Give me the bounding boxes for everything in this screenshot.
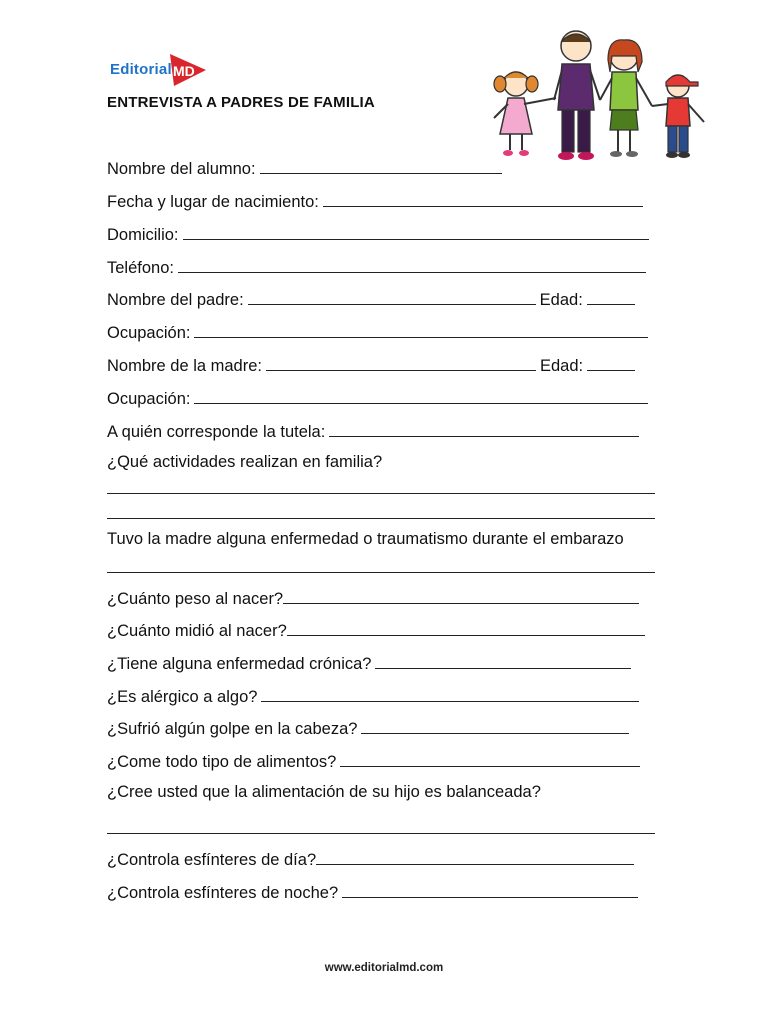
logo-mark-icon — [166, 48, 210, 88]
form-row-madre — [107, 354, 635, 376]
form-row-embarazo — [107, 530, 624, 552]
label-edad-padre: Edad: — [539, 291, 583, 309]
page-title: ENTREVISTA A PADRES DE FAMILIA — [107, 94, 375, 111]
input-esfinteres-dia[interactable] — [316, 848, 634, 865]
form-row-balanceada — [107, 783, 541, 805]
label-esfinteres-noche: ¿Controla esfínteres de noche? — [107, 884, 339, 902]
label-actividades: ¿Qué actividades realizan en familia? — [107, 453, 383, 471]
form-row-ocupacion-madre — [107, 387, 648, 409]
form-row-fecha — [107, 190, 643, 212]
input-edad-padre[interactable] — [587, 288, 635, 305]
form-row-padre — [107, 288, 635, 310]
input-edad-madre[interactable] — [587, 354, 635, 371]
father-figure-icon — [554, 31, 600, 160]
input-actividades-line-2[interactable] — [107, 517, 655, 519]
logo-text: Editorial — [110, 61, 172, 78]
label-domicilio: Domicilio: — [107, 226, 179, 244]
label-tutela: A quién corresponde la tutela: — [107, 423, 326, 441]
form-row-esfinteres-noche — [107, 881, 638, 903]
form-row-telefono — [107, 256, 646, 278]
form-row-ocupacion-padre — [107, 321, 648, 343]
label-madre: Nombre de la madre: — [107, 357, 262, 375]
boy-figure-icon — [652, 75, 704, 158]
label-alimentos: ¿Come todo tipo de alimentos? — [107, 753, 337, 771]
input-golpe[interactable] — [361, 717, 629, 734]
input-telefono[interactable] — [178, 256, 646, 273]
form-row-alimentos — [107, 750, 640, 772]
logo-mark-text: MD — [173, 63, 195, 79]
label-golpe: ¿Sufrió algún golpe en la cabeza? — [107, 720, 358, 738]
label-alergico: ¿Es alérgico a algo? — [107, 688, 258, 706]
input-domicilio[interactable] — [183, 223, 649, 240]
form-row-esfinteres-dia — [107, 848, 634, 870]
input-fecha[interactable] — [323, 190, 643, 207]
input-tutela[interactable] — [329, 420, 639, 437]
form-row-alergico — [107, 685, 639, 707]
label-ocupacion-madre: Ocupación: — [107, 390, 191, 408]
label-peso: ¿Cuánto peso al nacer? — [107, 590, 284, 608]
label-padre: Nombre del padre: — [107, 291, 244, 309]
label-esfinteres-dia: ¿Controla esfínteres de día? — [107, 851, 317, 869]
form-row-golpe — [107, 717, 629, 739]
family-holding-hands-illustration — [486, 26, 712, 166]
label-balanceada: ¿Cree usted que la alimentación de su hijo es balanceada? — [107, 783, 541, 801]
label-cronica: ¿Tiene alguna enfermedad crónica? — [107, 655, 372, 673]
input-ocupacion-padre[interactable] — [194, 321, 648, 338]
input-esfinteres-noche[interactable] — [342, 881, 638, 898]
input-balanceada-line[interactable] — [107, 832, 655, 834]
label-edad-madre: Edad: — [540, 357, 584, 375]
input-alumno[interactable] — [260, 157, 502, 174]
editorial-md-logo — [110, 48, 220, 88]
label-fecha: Fecha y lugar de nacimiento: — [107, 193, 319, 211]
label-ocupacion-padre: Ocupación: — [107, 324, 191, 342]
input-cronica[interactable] — [375, 652, 631, 669]
form-row-midio — [107, 619, 645, 641]
mother-figure-icon — [600, 40, 652, 157]
label-midio: ¿Cuánto midió al nacer? — [107, 622, 287, 640]
form-row-actividades — [107, 453, 382, 475]
input-actividades-line-1[interactable] — [107, 492, 655, 494]
input-ocupacion-madre[interactable] — [194, 387, 648, 404]
input-embarazo-line[interactable] — [107, 571, 655, 573]
girl-figure-icon — [494, 72, 556, 156]
input-madre[interactable] — [266, 354, 536, 371]
label-telefono: Teléfono: — [107, 259, 174, 277]
label-alumno: Nombre del alumno: — [107, 160, 256, 178]
footer-website: www.editorialmd.com — [324, 962, 444, 974]
input-alimentos[interactable] — [340, 750, 640, 767]
input-padre[interactable] — [248, 288, 536, 305]
form-row-tutela — [107, 420, 639, 442]
form-row-peso — [107, 587, 639, 609]
input-alergico[interactable] — [261, 685, 639, 702]
input-peso[interactable] — [283, 587, 639, 604]
form-row-alumno — [107, 157, 502, 179]
form-row-domicilio — [107, 223, 649, 245]
input-midio[interactable] — [287, 619, 645, 636]
form-row-cronica — [107, 652, 631, 674]
label-embarazo: Tuvo la madre alguna enfermedad o traumatismo durante el embarazo — [107, 530, 624, 548]
